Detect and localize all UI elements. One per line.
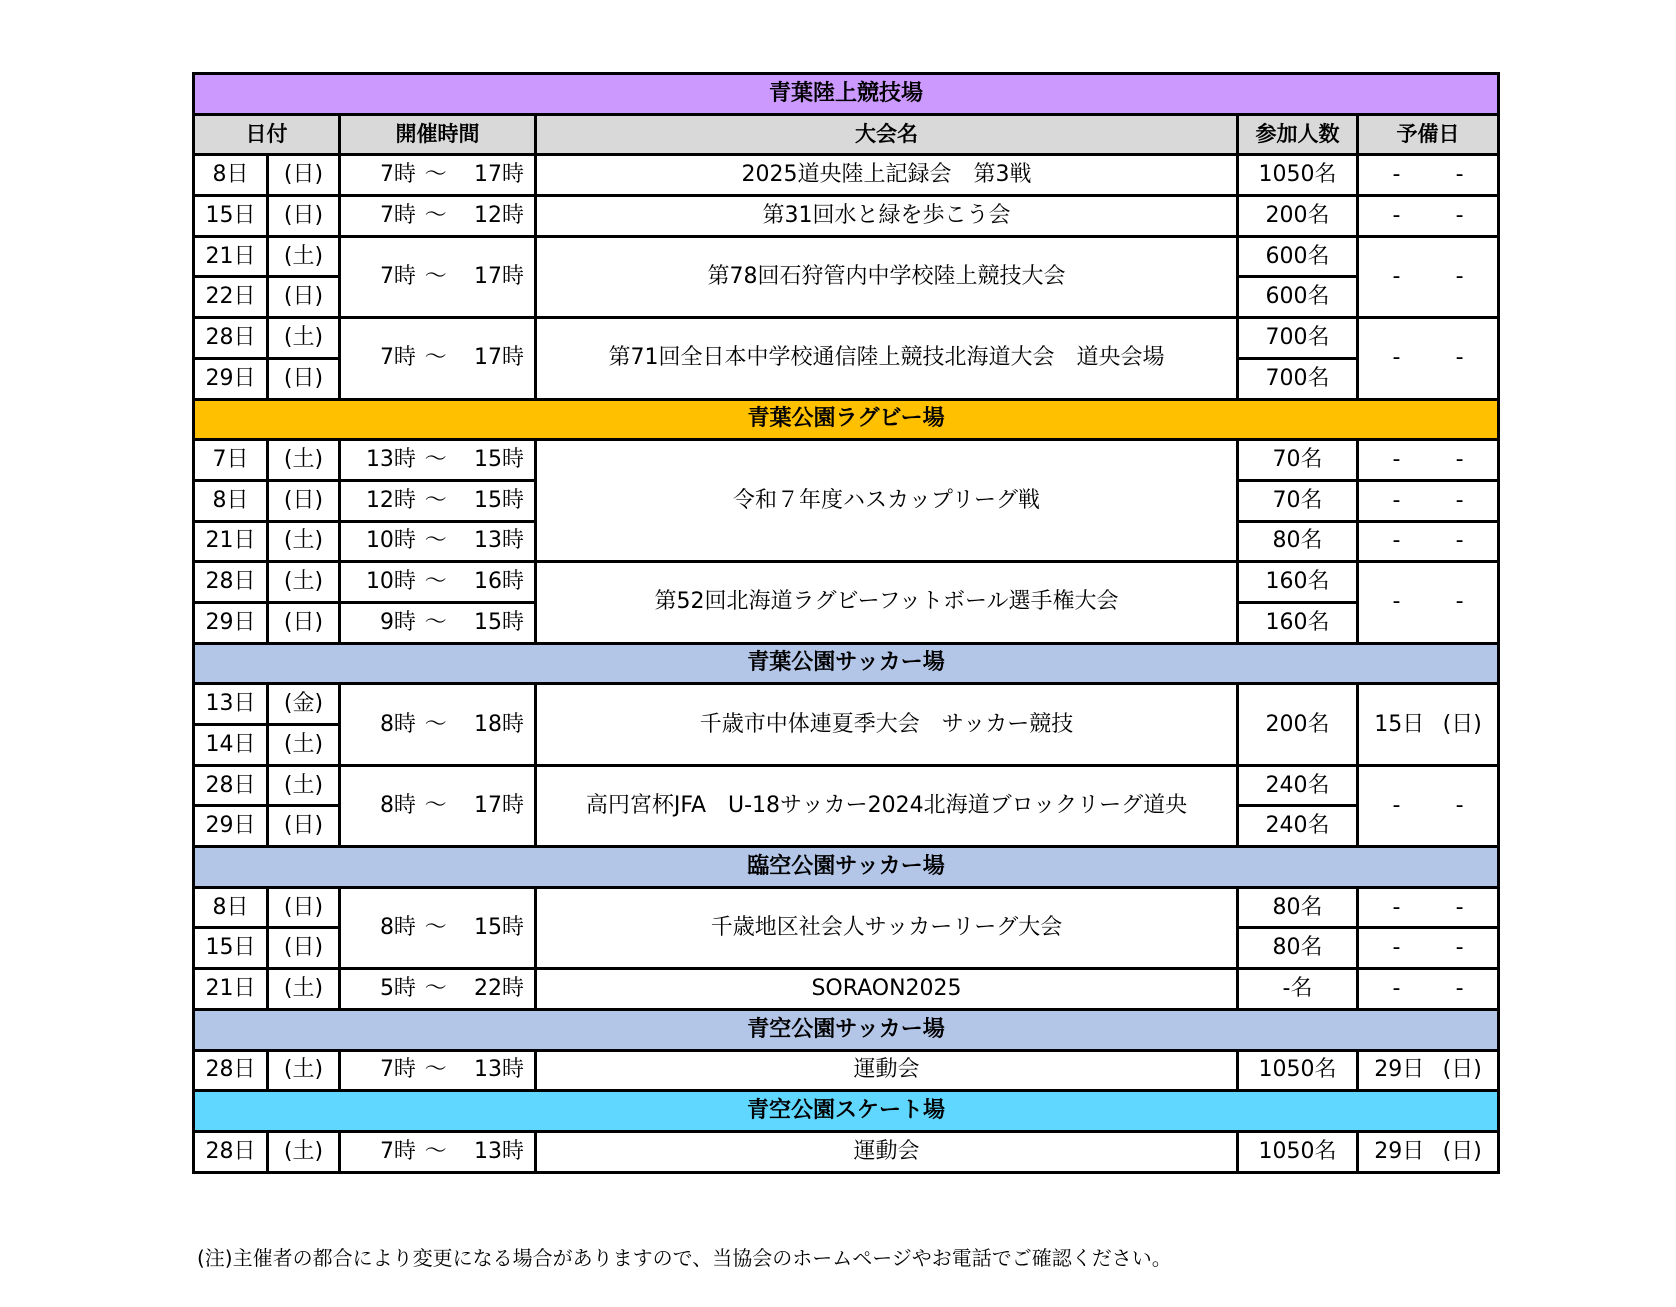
date-cell: 8日: [194, 480, 268, 521]
weekday-cell: (日): [268, 277, 340, 318]
weekday-cell: (土): [268, 236, 340, 277]
time-cell: 10時 ～ 16時: [340, 562, 536, 603]
participants-cell: 160名: [1238, 602, 1358, 643]
table-row: [194, 236, 1499, 277]
weekday-cell: (日): [268, 602, 340, 643]
reserve-cell: - -: [1358, 521, 1499, 562]
reserve-cell: - -: [1358, 480, 1499, 521]
section-title-rugby: 青葉公園ラグビー場: [194, 399, 1499, 440]
participants-cell: 1050名: [1238, 1050, 1358, 1091]
weekday-cell: (日): [268, 196, 340, 237]
weekday-cell: (金): [268, 684, 340, 725]
table-row: [194, 318, 1499, 359]
footnote: (注)主催者の都合により変更になる場合がありますので、当協会のホームページやお電話でご確認ください。: [197, 1246, 1172, 1270]
event-name-cell: 運動会: [536, 1131, 1238, 1172]
section-title-athletics: 青葉陸上競技場: [194, 74, 1499, 115]
header-time: 開催時間: [340, 114, 536, 155]
event-name-cell: 第71回全日本中学校通信陸上競技北海道大会 道央会場: [536, 318, 1238, 399]
time-cell: 9時 ～ 15時: [340, 602, 536, 643]
time-cell: 12時 ～ 15時: [340, 480, 536, 521]
reserve-cell: - -: [1358, 155, 1499, 196]
event-name-cell: 千歳地区社会人サッカーリーグ大会: [536, 887, 1238, 968]
date-cell: 8日: [194, 887, 268, 928]
date-cell: 28日: [194, 562, 268, 603]
time-cell: 7時 ～ 17時: [340, 236, 536, 317]
reserve-cell: - -: [1358, 562, 1499, 643]
participants-cell: 200名: [1238, 684, 1358, 765]
event-name-cell: 第52回北海道ラグビーフットボール選手権大会: [536, 562, 1238, 643]
reserve-cell: - -: [1358, 969, 1499, 1010]
participants-cell: 80名: [1238, 887, 1358, 928]
time-cell: 7時 ～ 17時: [340, 155, 536, 196]
date-cell: 29日: [194, 806, 268, 847]
event-name-cell: 2025道央陸上記録会 第3戦: [536, 155, 1238, 196]
weekday-cell: (土): [268, 725, 340, 766]
date-cell: 22日: [194, 277, 268, 318]
date-cell: 13日: [194, 684, 268, 725]
section-title-soccer-aozora: 青空公園サッカー場: [194, 1009, 1499, 1050]
participants-cell: 600名: [1238, 277, 1358, 318]
weekday-cell: (土): [268, 1050, 340, 1091]
header-row: [194, 114, 1499, 155]
date-cell: 7日: [194, 440, 268, 481]
weekday-cell: (土): [268, 440, 340, 481]
event-name-cell: 千歳市中体連夏季大会 サッカー競技: [536, 684, 1238, 765]
participants-cell: 1050名: [1238, 155, 1358, 196]
reserve-cell: - -: [1358, 887, 1499, 928]
time-cell: 13時 ～ 15時: [340, 440, 536, 481]
date-cell: 28日: [194, 1131, 268, 1172]
event-name-cell: SORAON2025: [536, 969, 1238, 1010]
event-name-cell: 高円宮杯JFA U-18サッカー2024北海道ブロックリーグ道央: [536, 765, 1238, 846]
weekday-cell: (日): [268, 358, 340, 399]
table-row: [194, 562, 1499, 603]
table-row: [194, 765, 1499, 806]
reserve-cell: - -: [1358, 928, 1499, 969]
weekday-cell: (日): [268, 928, 340, 969]
reserve-cell: 15日 (日): [1358, 684, 1499, 765]
reserve-cell: 29日 (日): [1358, 1050, 1499, 1091]
header-event: 大会名: [536, 114, 1238, 155]
time-cell: 8時 ～ 17時: [340, 765, 536, 846]
table-row: [194, 684, 1499, 725]
weekday-cell: (日): [268, 480, 340, 521]
table-row: [194, 196, 1499, 237]
participants-cell: 160名: [1238, 562, 1358, 603]
time-cell: 7時 ～ 13時: [340, 1050, 536, 1091]
weekday-cell: (土): [268, 969, 340, 1010]
date-cell: 28日: [194, 318, 268, 359]
date-cell: 28日: [194, 765, 268, 806]
participants-cell: 240名: [1238, 806, 1358, 847]
event-name-cell: 第31回水と緑を歩こう会: [536, 196, 1238, 237]
time-cell: 8時 ～ 18時: [340, 684, 536, 765]
date-cell: 21日: [194, 521, 268, 562]
participants-cell: 80名: [1238, 928, 1358, 969]
reserve-cell: - -: [1358, 318, 1499, 399]
date-cell: 29日: [194, 358, 268, 399]
participants-cell: 240名: [1238, 765, 1358, 806]
header-date: 日付: [194, 114, 340, 155]
event-schedule-table: [192, 72, 1500, 1174]
participants-cell: 200名: [1238, 196, 1358, 237]
time-cell: 10時 ～ 13時: [340, 521, 536, 562]
reserve-cell: - -: [1358, 440, 1499, 481]
time-cell: 8時 ～ 15時: [340, 887, 536, 968]
participants-cell: 1050名: [1238, 1131, 1358, 1172]
section-title-skate-aozora: 青空公園スケート場: [194, 1091, 1499, 1132]
reserve-cell: - -: [1358, 236, 1499, 317]
date-cell: 15日: [194, 928, 268, 969]
table-row: [194, 969, 1499, 1010]
event-name-cell: 運動会: [536, 1050, 1238, 1091]
participants-cell: 600名: [1238, 236, 1358, 277]
date-cell: 28日: [194, 1050, 268, 1091]
date-cell: 21日: [194, 236, 268, 277]
participants-cell: 70名: [1238, 480, 1358, 521]
table-row: [194, 1131, 1499, 1172]
event-name-cell: 第78回石狩管内中学校陸上競技大会: [536, 236, 1238, 317]
event-name-cell: 令和７年度ハスカップリーグ戦: [536, 440, 1238, 562]
table-row: [194, 887, 1499, 928]
table-row: [194, 1050, 1499, 1091]
date-cell: 15日: [194, 196, 268, 237]
time-cell: 7時 ～ 12時: [340, 196, 536, 237]
date-cell: 14日: [194, 725, 268, 766]
participants-cell: 700名: [1238, 318, 1358, 359]
weekday-cell: (土): [268, 765, 340, 806]
reserve-cell: 29日 (日): [1358, 1131, 1499, 1172]
weekday-cell: (土): [268, 318, 340, 359]
reserve-cell: - -: [1358, 196, 1499, 237]
header-participants: 参加人数: [1238, 114, 1358, 155]
time-cell: 5時 ～ 22時: [340, 969, 536, 1010]
weekday-cell: (日): [268, 806, 340, 847]
date-cell: 29日: [194, 602, 268, 643]
weekday-cell: (土): [268, 1131, 340, 1172]
weekday-cell: (日): [268, 155, 340, 196]
weekday-cell: (日): [268, 887, 340, 928]
date-cell: 21日: [194, 969, 268, 1010]
time-cell: 7時 ～ 13時: [340, 1131, 536, 1172]
reserve-cell: - -: [1358, 765, 1499, 846]
time-cell: 7時 ～ 17時: [340, 318, 536, 399]
participants-cell: 80名: [1238, 521, 1358, 562]
date-cell: 8日: [194, 155, 268, 196]
header-reserve: 予備日: [1358, 114, 1499, 155]
table-row: [194, 155, 1499, 196]
table-row: [194, 440, 1499, 481]
section-title-soccer-aoba: 青葉公園サッカー場: [194, 643, 1499, 684]
section-title-soccer-rinku: 臨空公園サッカー場: [194, 847, 1499, 888]
participants-cell: -名: [1238, 969, 1358, 1010]
weekday-cell: (土): [268, 562, 340, 603]
participants-cell: 70名: [1238, 440, 1358, 481]
participants-cell: 700名: [1238, 358, 1358, 399]
weekday-cell: (土): [268, 521, 340, 562]
